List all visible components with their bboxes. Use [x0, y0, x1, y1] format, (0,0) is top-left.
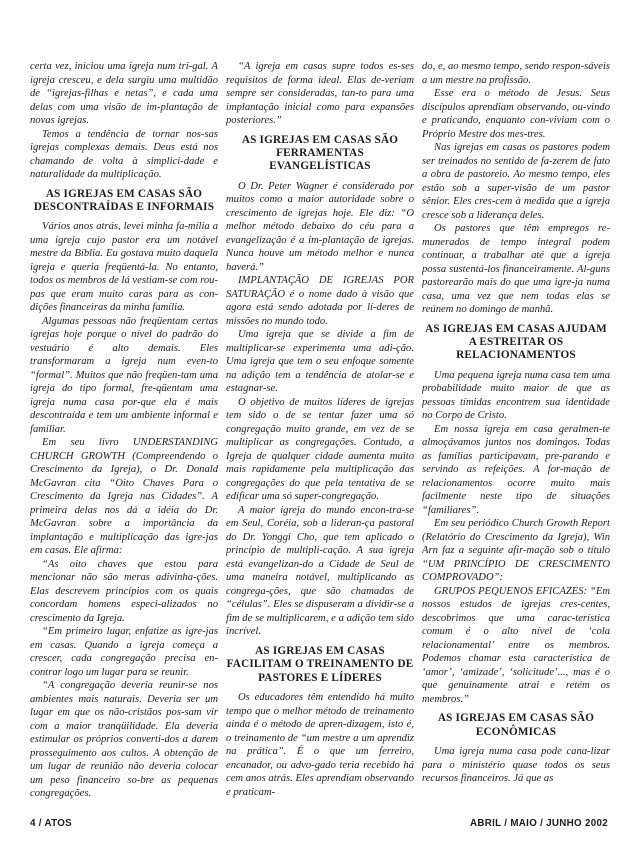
paragraph: Temos a tendência de tornar nos-sas igrejas complexas demais. Deus está nos chamando de volta à simplici-dade e naturalidade da multiplicação.	[30, 128, 218, 180]
paragraph: Em seu periódico Church Growth Report (Relatório do Crescimento da Igreja), Win Arn faz a seguinte afir-mação sob o título “UM PRINCÍPIO DE CRESCIMENTO COMPROVADO”:	[422, 518, 610, 584]
paragraph: Esse era o método de Jesus. Seus discípulos aprendiam observando, ou-vindo e praticando, enquanto con-viviam com o Próprio Mestre dos mes-tres.	[422, 88, 610, 140]
paragraph: Uma igreja que se divide a fim de multiplicar-se experimenta uma adi-ção. Uma igreja que tem o seu enfoque somente na adição tem a tendência de atolar-se e estagnar-se.	[226, 329, 414, 395]
section-heading: AS IGREJAS EM CASAS SÃO ECONÔMICAS	[437, 712, 595, 738]
paragraph: Vários anos atrás, levei minha fa-mília a uma igreja cujo pastor era um notável mestre da Bíblia. Eu gostava muito daquela igreja e queria freqüentá-la. No entanto, todos os membros de lá vestiam-se com rou-pas que eram muito caras para as con-dições financeiras da minha família.	[30, 221, 218, 314]
paragraph: Nas igrejas em casas os pastores podem ser treinados no sentido de fa-zerem de fato a obra de pastoreio. Ao mesmo tempo, eles estão sob a super-visão de um pastor sênior. Eles cres-cem à medida que a igreja cresce sob a liderança deles.	[422, 142, 610, 221]
paragraph: O Dr. Peter Wagner é considerado por muitos como a maior autoridade sobre o crescimento de igrejas hoje. Ele diz: “O melhor método debaixo do céu para a evangelização é a im-plantação de igrejas. Nunca houve um método melhor e nunca haverá.”	[226, 180, 414, 273]
paragraph: Em seu livro UNDERSTANDING CHURCH GROWTH (Compreendendo o Crescimento da Igreja), o Dr. Donald McGavran cita “Oito Chaves Para o Crescimento da Igreja nas Cidades”. A primeira delas nos dá a idéia do Dr. McGavran sobre a importância da implantação e multiplicação das igre-jas em casas. Ele afirma:	[30, 437, 218, 557]
article-column-1	[30, 60, 218, 808]
paragraph: A maior igreja do mundo encon-tra-se em Seul, Coréia, sob a lideran-ça pastoral do Dr. Yonggi Cho, que tem aplicado o princípio de multipli-cação. A sua igreja está evangelizan-do a Cidade de Seul de uma maneira notável, multiplicando as congrega-ções, que são chamadas de “células”. Eles se dispuseram a dividir-se a fim de se multiplicarem, e a adição tem sido incrível.	[226, 504, 414, 638]
section-heading: AS IGREJAS EM CASAS SÃO DESCONTRAÍDAS E INFORMAIS	[33, 187, 215, 213]
section-heading: AS IGREJAS EM CASAS SÃO FERRAMENTAS EVANGELÍSTICAS	[241, 133, 399, 173]
page-footer	[30, 818, 608, 832]
article-column-2	[226, 60, 414, 808]
footer-issue-date: ABRIL / MAIO / JUNHO 2002	[470, 818, 608, 829]
footer-page-number: 4 / ATOS	[30, 818, 72, 829]
paragraph: Os educadores têm entendido há muito tempo que o melhor método de treinamento ainda é o método de apren-dizagem, isto é, o treinamento de “um mestre a um aprendiz na prática”. É o que um ferreiro, encanador, ou advo-gado teria recebido há cem anos atrás. Eles aprendiam observando e praticam-	[226, 692, 414, 798]
article-column-3	[422, 60, 610, 808]
paragraph: “A congregação deveria reunir-se nos ambientes mais naturais. Deveria ser um lugar em que os não-cristãos pos-sam vir com a maior tranqüilidade. Ela deveria estimular os próprios converti-dos a darem prosseguimento aos cultos. A obtenção de um lugar de reunião não deveria colocar um peso financeiro so-bre as pequenas congregações.	[30, 680, 218, 800]
section-heading: AS IGREJAS EM CASAS AJUDAM A ESTREITAR OS RELACIONAMENTOS	[425, 322, 607, 362]
paragraph: O objetivo de muitos líderes de igrejas tem sido o de se tentar fazer uma só congregação muito grande, em vez de se multiplicar as congregações. Contudo, a Igreja de qualquer cidade aumenta muito mais rapidamente pela multiplicação das congregações do que pela tentativa de se edificar uma só super-congregação.	[226, 396, 414, 503]
paragraph: Uma igreja numa casa pode cana-lizar para o ministério quase todos os seus recursos financeiros. Já que as	[422, 746, 610, 785]
section-heading: AS IGREJAS EM CASAS FACILITAM O TREINAMENTO DE PASTORES E LÍDERES	[226, 644, 414, 684]
paragraph: do, e, ao mesmo tempo, sendo respon-sáveis a um mestre na profissão.	[422, 61, 610, 86]
paragraph: Algumas pessoas não freqüentam certas igrejas hoje porque o nível do padrão do vestuário é alto demais. Eles transformaram a igreja num even-to “formal”. Muitos que não freqüen-tam uma igreja do tipo formal, fre-qüentam uma igreja numa casa por-que ela é mais descontraída e tem um ambiente informal e familiar.	[30, 315, 218, 435]
paragraph: Uma pequena igreja numa casa tem uma probabilidade muito maior de que as pessoas tímidas encontrem sua identidade no Corpo de Cristo.	[422, 369, 610, 422]
paragraph: certa vez, iniciou uma igreja num tri-gal. A igreja cresceu, e dela surgiu uma multidão de “igrejas-filhas e netas”, e cada uma delas com uma visão de im-plantação de novas igrejas.	[30, 61, 218, 126]
paragraph: GRUPOS PEQUENOS EFICAZES: “Em nossos estudos de igrejas cres-centes, descobrimos que uma carac-terística comum é o alto nível de ‘cola relacionamental’ entre os membros. Podemos chamar esta característica de ‘amor’, ‘amizade’, ‘solicitude’..., mas é o que genuinamente atrai e retém os membros.”	[422, 585, 610, 705]
paragraph: “As oito chaves que estou para mencionar não são meras adivinha-ções. Elas descrevem princípios com os quais concordam homens especi-alizados no crescimento da Igreja.	[30, 558, 218, 624]
paragraph: “Em primeiro lugar, enfatize as igre-jas em casas. Quando a igreja começa a crescer, cada congregação precisa en-contrar logo um lugar para se reunir.	[30, 626, 218, 678]
paragraph: “A igreja em casas supre todos es-ses requisitos de forma ideal. Elas de-veriam sempre ser consideradas, tan-to para uma implantação inicial como para expansões posteriores.”	[226, 61, 414, 126]
paragraph: Os pastores que têm empregos re-munerados de tempo integral podem continuar, a trabalhar até que a igreja possa sustentá-los financeiramente. Al-guns pastorearão mais do que uma igre-ja numa casa, uma vez que nem todas elas se reúnem no domingo de manhã.	[422, 223, 610, 315]
paragraph: Em nossa igreja em casa geralmen-te almoçávamos juntos nos domingos. Todas as famílias participavam, pre-parando e servindo as refeições. A for-mação de relacionamentos ocorre muito mais facilmente neste tipo de situações “familiares”.	[422, 423, 610, 516]
paragraph: IMPLANTAÇÃO DE IGREJAS POR SATURAÇÃO é o nome dado à visão que agora está sendo adotada por lí-deres de missões no mundo todo.	[226, 275, 414, 327]
